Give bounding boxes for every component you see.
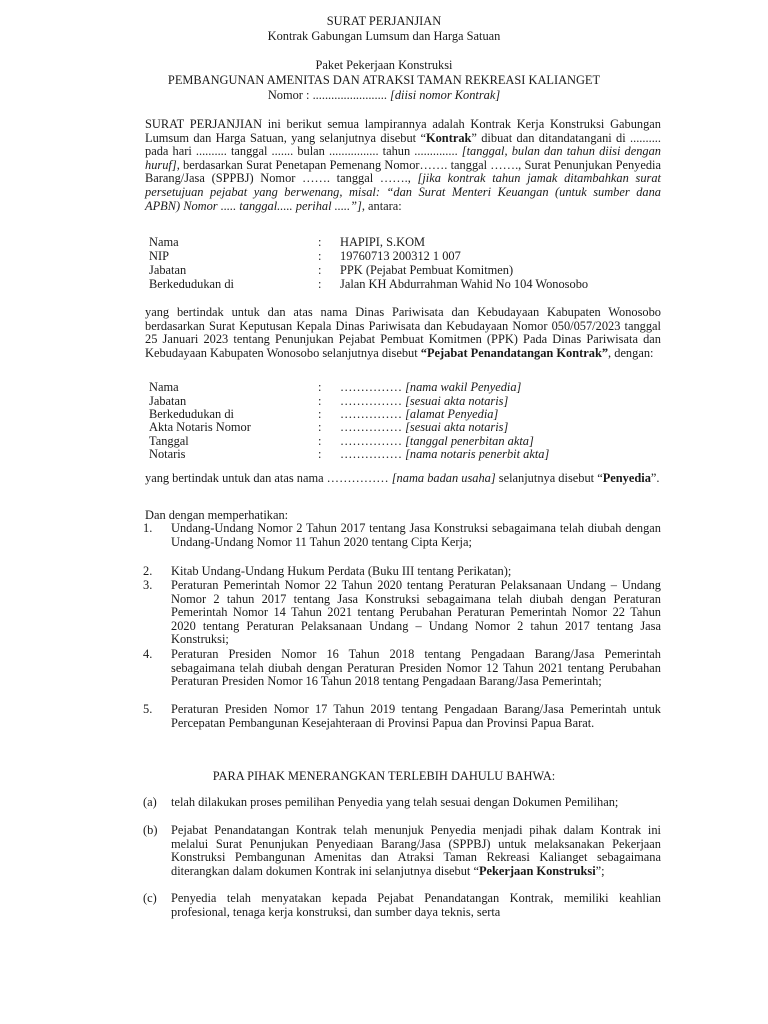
list-item-letter: (c) <box>143 891 157 905</box>
official-label: Jabatan <box>149 263 187 277</box>
package-label: Paket Pekerjaan Konstruksi <box>315 58 453 72</box>
official-label: Berkedudukan di <box>149 277 234 291</box>
list-item-text-main: Pejabat Penandatangan Kontrak telah menunjuk Penyedia menjadi pihak dalam Kontrak ini melalui Surat Penunjukan Penyediaan Barang/Jasa (SPPBJ) untuk melaksanakan Pekerjaan Konstruksi Pembangunan Amenitas dan Atraksi Taman Rekreasi Kalianget sebagaimana diterangkan dalam dokumen Kontrak ini selanjutnya disebut “ <box>171 823 661 878</box>
provider-colon: : <box>318 447 322 461</box>
parties-heading: PARA PIHAK MENERANGKAN TERLEBIH DAHULU BAHWA: <box>212 769 556 783</box>
official-colon: : <box>318 235 322 249</box>
intro-text-1: SURAT PERJANJIAN ini berikut semua lampirannya adalah Kontrak Kerja Konstruksi Gabungan Lumsum dan Harga Satuan, yang selanjutnya disebut “ <box>145 117 661 145</box>
provider-colon: : <box>318 394 322 408</box>
official-colon: : <box>318 277 322 291</box>
intro-text-4: , antara: <box>361 198 402 213</box>
provider-dots: …………… <box>340 407 406 421</box>
provider-hint: [sesuai akta notaris] <box>405 394 509 408</box>
list-item-letter: (b) <box>143 823 158 837</box>
official-value: 19760713 200312 1 007 <box>340 249 461 263</box>
provider-colon: : <box>318 380 322 394</box>
intro-text-3: , berdasarkan Surat Penetapan Pemenang Nomor……. tanggal ……., Surat Penunjukan Penyedia Barang/Jasa (SPPBJ) Nomor ……. tanggal ……., <box>145 157 661 186</box>
provider-row <box>0 448 768 462</box>
list-item-number: 5. <box>143 702 153 716</box>
provider-hint: [nama notaris penerbit akta] <box>405 447 550 461</box>
provider-value <box>340 381 521 395</box>
provider-label: Jabatan <box>149 394 187 408</box>
intro-kontrak-bold: Kontrak <box>425 130 472 145</box>
provider-label: Akta Notaris Nomor <box>149 420 251 434</box>
intro-multiyear-hint: [jika kontrak tahun jamak ditambahkan surat persetujuan pejabat yang berwenang, misal: “dan Surat Menteri Keuangan (untuk sumber dana APBN) Nomor ..... tanggal..... perihal .....”] <box>145 171 661 213</box>
provider-hint: [tanggal penerbitan akta] <box>405 434 534 448</box>
contract-number-hint: [diisi nomor Kontrak] <box>390 88 501 102</box>
provider-para-mid: selanjutnya disebut “ <box>495 471 603 485</box>
provider-value <box>340 448 549 462</box>
provider-hint: [nama wakil Penyedia] <box>405 380 522 394</box>
project-name: PEMBANGUNAN AMENITAS DAN ATRAKSI TAMAN REKREASI KALIANGET <box>167 73 601 87</box>
official-row <box>0 278 768 292</box>
official-value: PPK (Pejabat Pembuat Komitmen) <box>340 263 514 277</box>
provider-colon: : <box>318 434 322 448</box>
provider-row <box>0 421 768 435</box>
provider-para-text: yang bertindak untuk dan atas nama …………… <box>145 471 392 485</box>
provider-colon: : <box>318 420 322 434</box>
list-item-number: 4. <box>143 647 153 661</box>
provider-value <box>340 421 508 435</box>
list-item-text: Peraturan Pemerintah Nomor 22 Tahun 2020 tentang Peraturan Pelaksanaan Undang – Undang Nomor 2 tahun 2017 tentang Jasa Konstruksi sebagaimana telah diubah dengan Peraturan Pemerintah Nomor 14 Tahun 2021 tentang Perubahan Peraturan Pemerintah Nomor 22 Tahun 2020 tentang Peraturan Pelaksanaan Undang – Undang Nomor 2 tahun 2017 tentang Jasa Konstruksi; <box>171 578 661 647</box>
provider-label: Berkedudukan di <box>149 407 234 421</box>
provider-colon: : <box>318 407 322 421</box>
provider-label: Notaris <box>149 447 186 461</box>
official-row <box>0 264 768 278</box>
provider-para-hint: [nama badan usaha] <box>391 471 496 485</box>
official-value: Jalan KH Abdurrahman Wahid No 104 Wonosobo <box>340 277 589 291</box>
document-subtitle: Kontrak Gabungan Lumsum dan Harga Satuan <box>267 29 501 43</box>
official-paragraph <box>145 306 661 360</box>
intro-date-hint: [tanggal, bulan dan tahun diisi dengan huruf] <box>145 144 661 172</box>
considering-intro: Dan dengan memperhatikan: <box>145 508 289 522</box>
provider-dots: …………… <box>340 434 406 448</box>
provider-hint: [sesuai akta notaris] <box>405 420 509 434</box>
list-item-text: Undang-Undang Nomor 2 Tahun 2017 tentang Jasa Konstruksi sebagaimana telah diubah dengan Undang-Undang Nomor 11 Tahun 2020 tentang Cipta Kerja; <box>171 521 661 549</box>
provider-dots: …………… <box>340 447 406 461</box>
official-colon: : <box>318 263 322 277</box>
official-row <box>0 236 768 250</box>
official-label: Nama <box>149 235 179 249</box>
list-item-number: 1. <box>143 521 153 535</box>
list-item-text: Penyedia telah menyatakan kepada Pejabat Penandatangan Kontrak, memiliki keahlian profesional, tenaga kerja konstruksi, dan sumber daya teknis, serta <box>171 891 661 919</box>
intro-paragraph <box>145 118 661 213</box>
provider-hint: [alamat Penyedia] <box>405 407 499 421</box>
provider-dots: …………… <box>340 394 406 408</box>
provider-para-bold: Penyedia <box>602 471 651 485</box>
list-item-number: 2. <box>143 564 153 578</box>
list-item-text-tail: ”; <box>595 863 605 878</box>
intro-text-2: ” dibuat dan ditandatangani di .......... pada hari .......... tanggal ....... bulan ................ tahun .............. <box>145 130 661 159</box>
provider-paragraph <box>145 472 661 486</box>
list-item-text <box>171 824 661 878</box>
official-para-tail: , dengan: <box>608 345 654 360</box>
official-para-text: yang bertindak untuk dan atas nama Dinas Pariwisata dan Kebudayaan Kabupaten Wonosobo berdasarkan Surat Keputusan Kepala Dinas Pariwisata dan Kebudayaan Nomor 050/057/2023 tanggal 25 Januari 2023 tentang Penunjukan Pejabat Pembuat Komitmen (PPK) Pada Dinas Pariwisata dan Kebudayaan Kabupaten Wonosobo selanjutnya disebut <box>145 305 661 360</box>
provider-dots: …………… <box>340 420 406 434</box>
list-item-text: telah dilakukan proses pemilihan Penyedia yang telah sesuai dengan Dokumen Pemilihan; <box>171 795 619 809</box>
contract-number-label: Nomor : ........................ <box>267 88 391 102</box>
list-item-text: Kitab Undang-Undang Hukum Perdata (Buku III tentang Perikatan); <box>171 564 512 578</box>
official-label: NIP <box>149 249 169 263</box>
provider-dots: …………… <box>340 380 406 394</box>
list-item-letter: (a) <box>143 795 157 809</box>
provider-para-tail: ”. <box>650 471 660 485</box>
list-item-text: Peraturan Presiden Nomor 16 Tahun 2018 tentang Pengadaan Barang/Jasa Pemerintah sebagaimana telah diubah dengan Peraturan Presiden Nomor 12 Tahun 2021 tentang Perubahan Peraturan Presiden Nomor 16 Tahun 2018 tentang Pengadaan Barang/Jasa Pemerintah; <box>171 647 661 689</box>
official-value: HAPIPI, S.KOM <box>340 235 426 249</box>
official-colon: : <box>318 249 322 263</box>
official-para-bold: “Pejabat Penandatangan Kontrak” <box>420 345 609 360</box>
provider-label: Nama <box>149 380 179 394</box>
list-item-text: Peraturan Presiden Nomor 17 Tahun 2019 tentang Pengadaan Barang/Jasa Pemerintah untuk Percepatan Pembangunan Kesejahteraan di Provinsi Papua dan Provinsi Papua Barat. <box>171 702 661 730</box>
document-title: SURAT PERJANJIAN <box>326 14 442 28</box>
contract-number <box>0 89 768 103</box>
official-row <box>0 250 768 264</box>
list-item-text-bold: Pekerjaan Konstruksi <box>478 863 596 878</box>
provider-row <box>0 381 768 395</box>
list-item-number: 3. <box>143 578 153 592</box>
provider-label: Tanggal <box>149 434 189 448</box>
